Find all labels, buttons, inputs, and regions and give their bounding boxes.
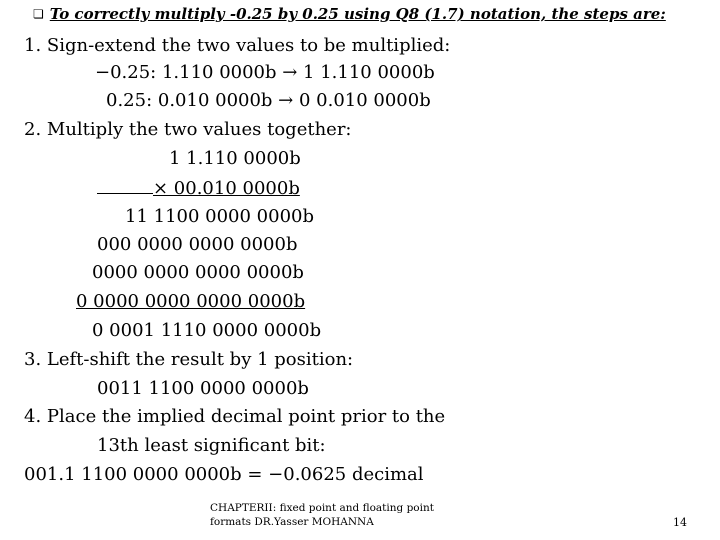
shifted-result: 0011 1100 0000 0000b [97,378,309,399]
footer [210,501,450,529]
bullet-icon: ❏ [33,7,44,21]
multiplier-row [97,177,300,200]
sign-extend-pos: 0.25: 0.010 0000b → 0 0.010 0000b [106,90,431,111]
step-4-heading-cont: 13th least significant bit: [97,435,326,456]
multiplicand: 1 1.110 0000b [169,148,301,169]
footer-line-2: formats DR.Yasser MOHANNA [210,516,374,528]
slide-title: To correctly multiply -0.25 by 0.25 using Q8 (1.7) notation, the steps are: [49,5,666,23]
footer-line-1: CHAPTERII: fixed point and floating point [210,502,434,514]
partial-product-2: 000 0000 0000 0000b [97,234,298,255]
product-result: 0 0001 1110 0000 0000b [92,320,322,341]
step-2-heading: 2. Multiply the two values together: [24,119,352,140]
multiplier: × 00.010 0000b [153,178,300,199]
title-row [33,5,666,23]
step-1-heading: 1. Sign-extend the two values to be multiplied: [24,35,451,56]
partial-product-3: 0000 0000 0000 0000b [92,262,304,283]
partial-product-4: 0 0000 0000 0000 0000b [76,291,306,312]
underline-blank [97,177,153,194]
step-3-heading: 3. Left-shift the result by 1 position: [24,349,354,370]
page-number: 14 [673,516,687,529]
step-4-heading: 4. Place the implied decimal point prior to the [24,406,446,427]
final-result: 001.1 1100 0000 0000b = −0.0625 decimal [24,464,424,485]
sign-extend-neg: −0.25: 1.110 0000b → 1 1.110 0000b [95,62,435,83]
partial-product-1: 11 1100 0000 0000b [125,206,315,227]
